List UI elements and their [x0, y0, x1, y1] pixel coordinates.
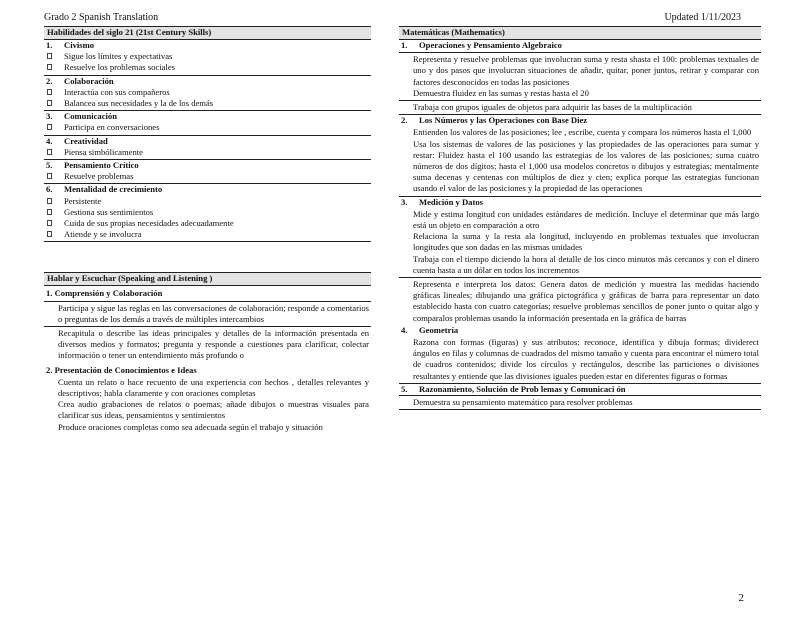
standard-text: Demuestra fluidez en las sumas y restas hasta el 20: [413, 87, 589, 98]
standard-text: Recapitula o describe las ideas principales y detalles de la información presentada en diversos medios y formatos; pregunta y responde a cuestiones para clarificar, colectar información o tener un entendimiento más profundo o: [58, 328, 369, 361]
bullet-box-icon: [47, 173, 52, 179]
skill-item: 4. Creatividad Piensa simbólicamente: [44, 136, 371, 160]
skill-subitem: Resuelve los problemas sociales: [44, 62, 371, 73]
skill-subitem: Resuelve problemas: [44, 171, 371, 182]
skill-item: 5. Pensamiento Crítico Resuelve problemas: [44, 160, 371, 184]
standard-text: Cuenta un relato o hace recuento de una experiencia con hechos , detalles relevantes y descriptivos; habla claramente y con oraciones completas: [58, 376, 369, 399]
skills-section-title: Habilidades del siglo 21 (21st Century Skills): [44, 26, 371, 40]
left-column: [44, 26, 371, 434]
skill-subitem: Sigue los límites y expectativas: [44, 51, 371, 62]
updated-date: Updated 1/11/2023: [664, 12, 741, 23]
standard-text: Participa y sigue las reglas en las conversaciones de colaboración; responde a comentarios o preguntas de los demás a través de múltiples intercambios: [58, 302, 369, 324]
skill-heading: Comunicación: [64, 111, 117, 122]
skill-item: 6. Mentalidad de crecimiento Persistente Gestiona sus sentimientos Cuida de sus propias necesidades adecuadamente Atiende y se involucra: [44, 184, 371, 242]
bullet-box-icon: [47, 231, 52, 237]
skill-heading: Civismo: [64, 40, 95, 50]
standard-text: Demuestra su pensamiento matemático para resolver problemas: [413, 397, 633, 408]
standard-text: Usa los sistemas de valores de las posiciones y las propiedades de las operaciones para sumar y restar: Fluidez hasta el 100 usando las estrategias de los valores de las posiciones; suma cuatro números de dos dígitos; hasta el 1,000 usa modelos concretos o dibujos y estrategias; mentalmente suma decenas y centenas con múltiplos de diez y cien; explica porque las estrategias funcionan usando el valor de las posiciones y la propiedad de las operaciones: [413, 138, 759, 194]
base-ten-heading: Los Números y las Operaciones con Base Diez: [419, 115, 588, 126]
standard-text: Entienden los valores de las posiciones; lee , escribe, cuenta y compara los números hasta el 1,000: [413, 127, 752, 138]
bullet-box-icon: [47, 209, 52, 215]
skill-subitem: Participa en conversaciones: [44, 122, 371, 133]
standard-text: Razona con formas (figuras) y sus atributos: reconoce, identifica y dibuja formas; dividerect ángulos en filas y columnas de cuadrados del mismo tamaño y cuenta para encontrar el número total de cuadros contenidos; divide los círculos y rectángulos, describe las particiones o divisiones resultantes y entiende que las divisiones iguales pueden estar en diferentes figuras o formas: [413, 337, 759, 381]
bullet-box-icon: [47, 124, 52, 130]
standard-text: Relaciona la suma y la resta ala longitud, incluyendo en problemas textuales que involucran longitudes que son dadas en las mismas unidades: [413, 231, 759, 253]
skill-heading: Creatividad: [64, 135, 108, 146]
skill-subitem: Balancea sus necesidades y la de los demás: [44, 98, 371, 109]
skill-item: 3. Comunicación Participa en conversaciones: [44, 111, 371, 135]
operations-heading: Operaciones y Pensamiento Algebraico: [419, 40, 562, 50]
skill-subitem: Atiende y se involucra: [44, 229, 371, 240]
standard-text: Produce oraciones completas como sea adecuada según el trabajo y situación: [58, 421, 323, 432]
math-section-title: Matemáticas (Mathematics): [399, 26, 761, 40]
standard-text: Trabaja con el tiempo diciendo la hora al detalle de los cinco minutos más cercanos y con el dinero cuenta hasta a un dólar en todos los incrementos: [413, 253, 759, 275]
standard-text: Trabaja con grupos iguales de objetos para adquirir las bases de la multiplicación: [413, 102, 692, 113]
speaking-listening-section: [44, 272, 371, 433]
skill-heading: Colaboración: [64, 75, 114, 86]
bullet-box-icon: [47, 89, 52, 95]
bullet-box-icon: [47, 220, 52, 226]
skill-heading: Pensamiento Crítico: [64, 160, 139, 171]
skill-subitem: Interactúa con sus compañeros: [44, 87, 371, 98]
comprehension-heading: 1. Comprensión y Colaboración: [46, 288, 163, 299]
standard-text: Representa y resuelve problemas que involucran suma y resta shasta el 100: problemas textuales de uno y dos pasos que involucran situaciones de añadir, quitar, poner juntos, retirar y comparar con factores desconocidos en todas las posiciones: [413, 54, 759, 87]
bullet-box-icon: [47, 100, 52, 106]
standard-text: Mide y estima longitud con unidades estándares de medición. Incluye el determinar que más largo está un objeto en comparación a otro: [413, 208, 759, 231]
geometry-heading: Geometría: [419, 324, 459, 335]
standard-text: Representa e interpreta los datos: Genera datos de medición y muestra las medidas haciendo gráficas lineales; dibujando una gráfica pictográfica y gráficas de barra para representar un dato establecido hasta con cuatro categorías; resuelve problemas sencillos de poner junto o quitar algo y comparalos problemas usando la información presentada en la gráfica de barras: [413, 279, 759, 323]
document-title: Grado 2 Spanish Translation: [44, 12, 159, 23]
skill-heading: Mentalidad de crecimiento: [64, 184, 163, 195]
skills-list: [44, 40, 371, 242]
skill-subitem: Cuida de sus propias necesidades adecuadamente: [44, 218, 371, 229]
speaking-section-title: Hablar y Escuchar (Speaking and Listening ): [44, 272, 371, 286]
measurement-heading: Medición y Datos: [419, 196, 483, 207]
skill-subitem: Piensa simbólicamente: [44, 147, 371, 158]
standard-text: Crea audio grabaciones de relatos o poemas; añade dibujos o muestras visuales para clarificar sus ideas, pensamientos y sentimientos: [58, 399, 369, 421]
presentation-heading: 2. Presentación de Conocimientos e Ideas: [46, 364, 197, 375]
skill-subitem: Gestiona sus sentimientos: [44, 207, 371, 218]
page-number: 2: [738, 592, 744, 604]
bullet-box-icon: [47, 149, 52, 155]
right-column: Matemáticas (Mathematics) 1. Operaciones y Pensamiento Algebraico Representa y resuelve problemas que involucran suma y resta shasta el 100: problemas textuales de uno y dos pasos que involucran situaciones de añadir, quitar, poner juntos, retirar y comparar con factores desconocidos en todas las posiciones Demuestra fluidez en las sumas y restas hasta el 20 Trabaja con grupos iguales de objetos para adquirir las bases de la multiplicación 2. Los Números y las Operaciones con Base Diez Entienden los valores de las posiciones; lee , escribe, cuenta y compara los números hasta el 1,000 Usa los sistemas de valores de las posiciones y las propiedades de las operaciones para sumar y restar: Fluidez hasta el 100 usando las estrategias de los valores de las posiciones; suma cuatro números de dos dígitos; hasta el 1,000 usa modelos concretos o dibujos y estrategias; mentalmente suma decenas y centenas con múltiplos de diez y cien; explica porque las estrategias funcionan usando el valor de las posiciones y la propiedad de las operaciones 3. Medición y Datos Mide y estima longitud con unidades estándares de medición. Incluye el determinar que más largo está un objeto en comparación a otro Relaciona la suma y la resta ala longitud, incluyendo en problemas textuales que involucran longitudes que son dadas en las mismas unidades Trabaja con el tiempo diciendo la hora al detalle de los cinco minutos más cercanos y con el dinero cuenta hasta a un dólar en todos los incrementos Representa e interpreta los datos: Genera datos de medición y muestra las medidas haciendo gráficas lineales; dibujando una gráfica pictográfica y gráficas de barra para representar un dato establecido hasta con cuatro categorías; resuelve problemas sencillos de poner junto o quitar algo y comparalos problemas usando la información presentada en la gráfica de barras 4. Geometría Razona con formas (figuras) y sus atributos: reconoce, identifica y dibuja formas; dividerect ángulos en filas y columnas de cuadrados del mismo tamaño y cuenta para encontrar el número total de cuadros contenidos; divide los círculos y rectángulos, describe las particiones o divisiones resultantes y entiende que las divisiones iguales pueden estar en diferentes figuras o formas 5. Razonamiento, Solución de Prob lemas y Comunicaci ón Demuestra su pensamiento matemático para resolver problemas: [399, 26, 761, 410]
skill-subitem: Persistente: [44, 196, 371, 207]
skill-item: 1. Civismo Sigue los límites y expectativas Resuelve los problemas sociales: [44, 40, 371, 76]
bullet-box-icon: [47, 53, 52, 59]
bullet-box-icon: [47, 198, 52, 204]
reasoning-heading: Razonamiento, Solución de Prob lemas y Comunicaci ón: [419, 383, 626, 394]
bullet-box-icon: [47, 64, 52, 70]
skill-item: 2. Colaboración Interactúa con sus compañeros Balancea sus necesidades y la de los demás: [44, 76, 371, 112]
